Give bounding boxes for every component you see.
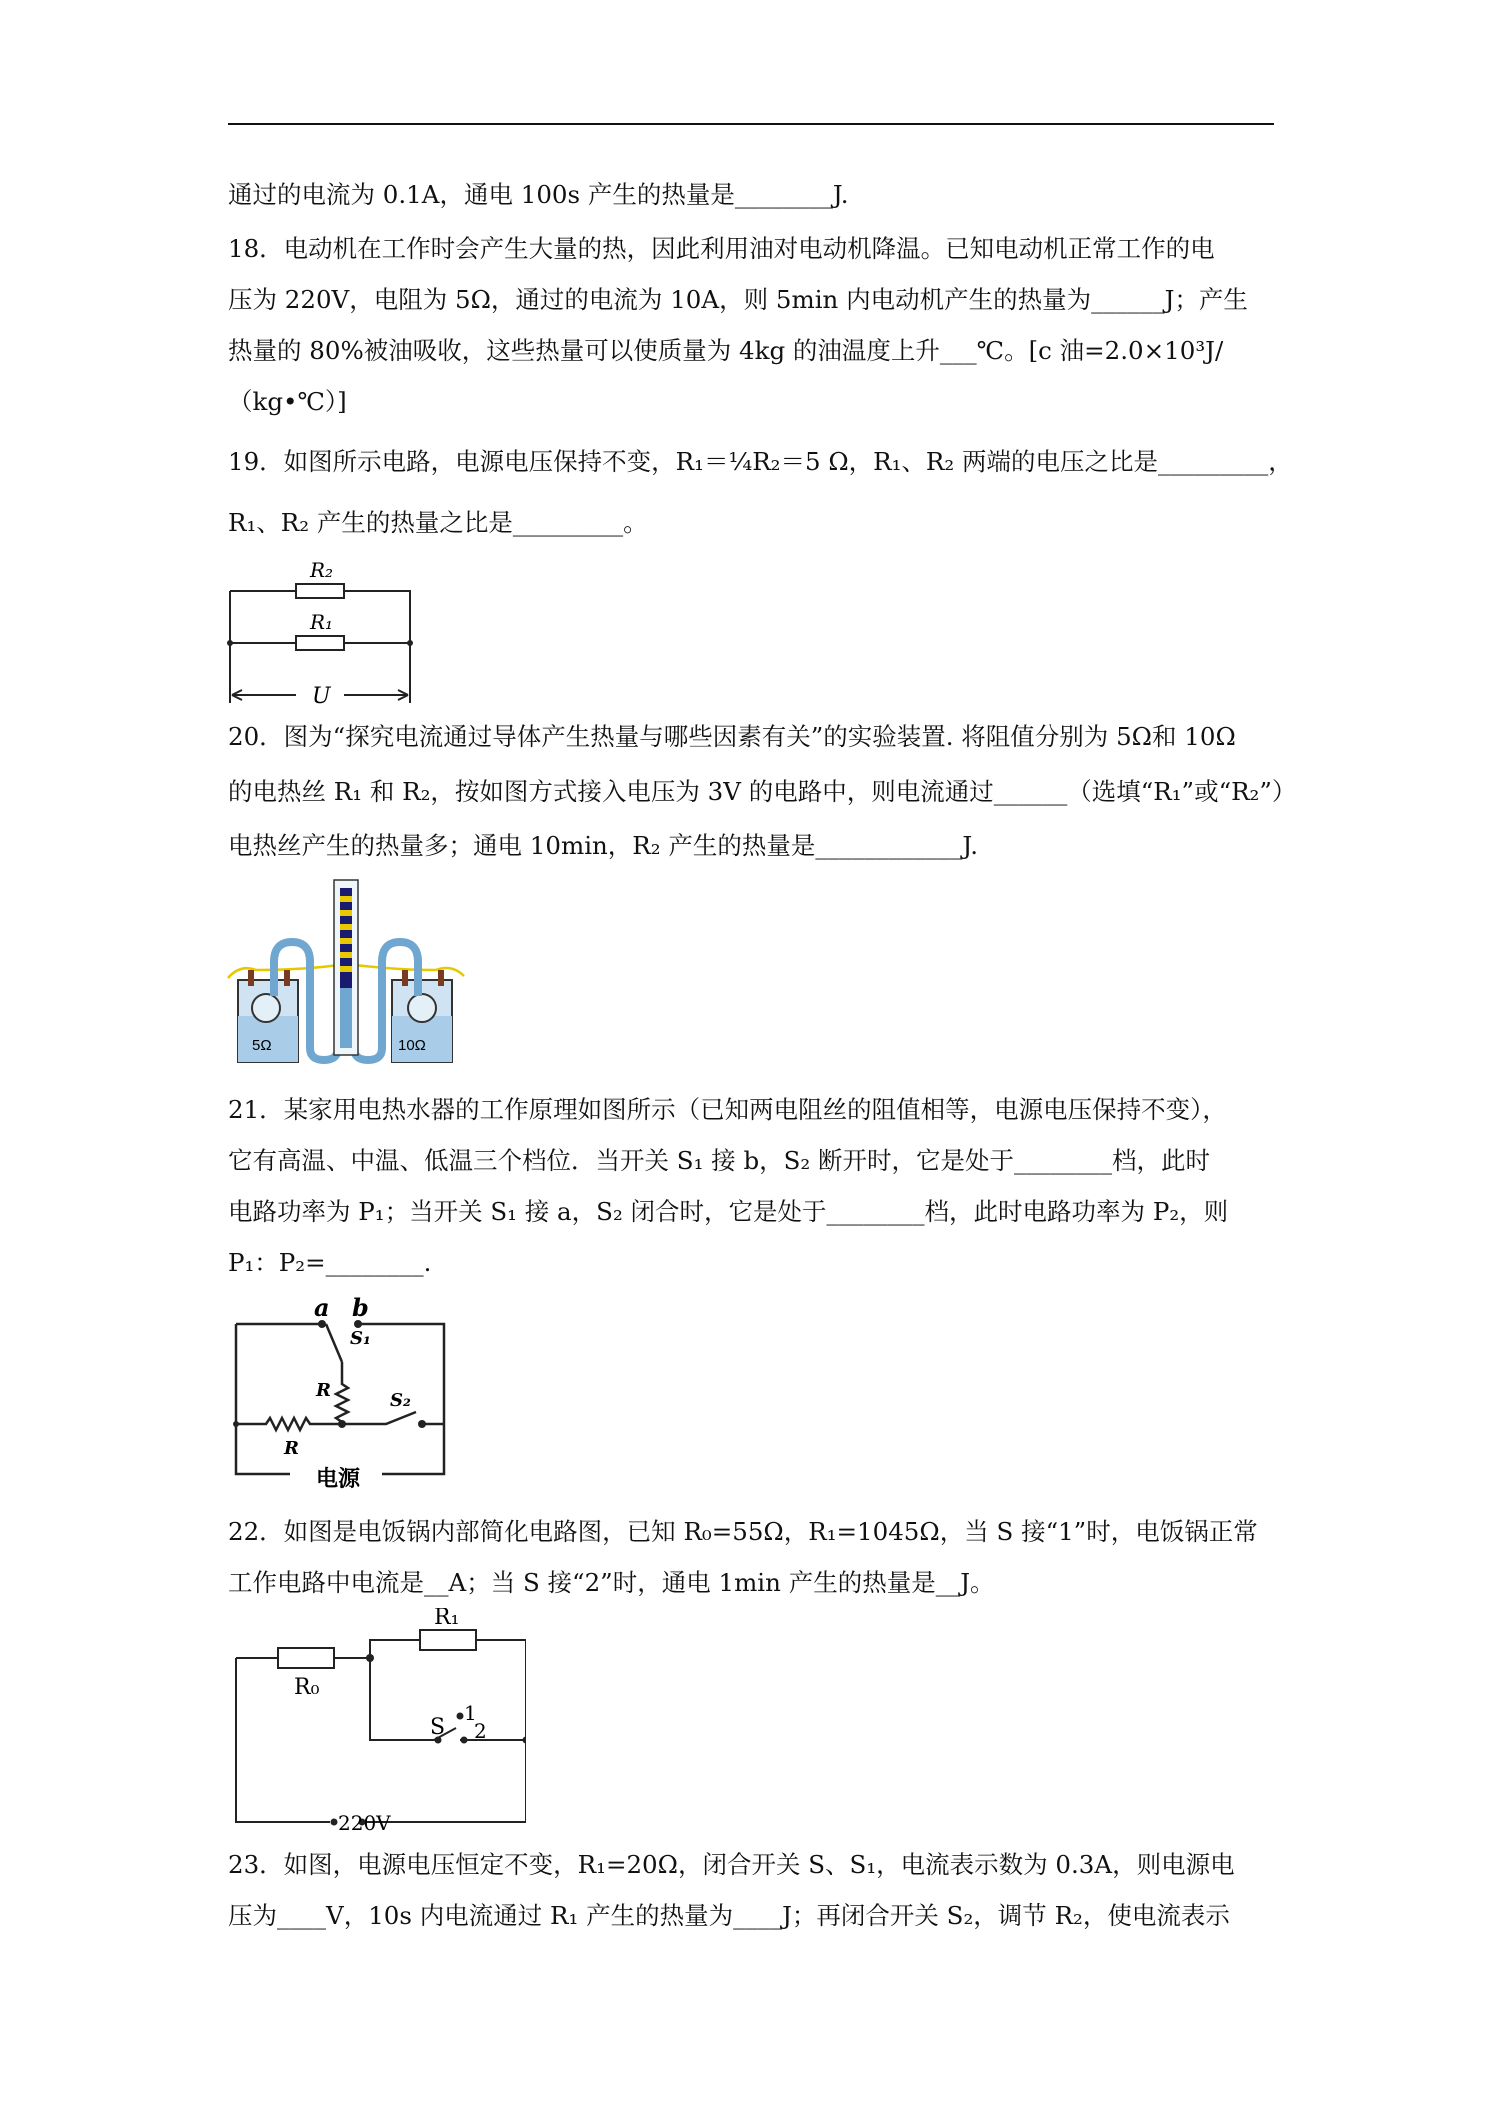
fig21-s2-label: S₂ [390, 1390, 411, 1411]
question-21-line-2: 它有高温、中温、低温三个档位．当开关 S₁ 接 b，S₂ 断开时，它是处于________档，此时 [228, 1146, 1211, 1175]
question-20-line-2: 的电热丝 R₁ 和 R₂，按如图方式接入电压为 3V 的电路中，则电流通过______（选填“R₁”或“R₂”） [228, 777, 1297, 806]
fig19-r1-label: R₁ [310, 610, 334, 634]
fig21-r-top-label: R [316, 1380, 331, 1401]
fig22-r0-label: R₀ [294, 1675, 320, 1700]
question-22-line-1: 22．如图是电饭锅内部简化电路图，已知 R₀=55Ω，R₁=1045Ω，当 S 接“1”时，电饭锅正常 [228, 1517, 1258, 1546]
fig19-u-label: U [312, 684, 331, 709]
fig22-r1-label: R₁ [434, 1608, 460, 1630]
question-19-line-2: R₁、R₂ 产生的热量之比是_________。 [228, 508, 648, 537]
question-20-line-3: 电热丝产生的热量多；通电 10min，R₂ 产生的热量是____________J. [228, 831, 979, 860]
fig20-right-label: 10Ω [398, 1037, 426, 1054]
fig21-a-label: a [314, 1294, 330, 1322]
question-18-line-4: （kg•℃）] [228, 387, 347, 416]
figure-20-apparatus [226, 878, 466, 1068]
question-19-line-1: 19．如图所示电路，电源电压保持不变，R₁＝¼R₂＝5 Ω，R₁、R₂ 两端的电压之比是_________， [228, 447, 1293, 476]
question-22-line-2: 工作电路中电流是__A；当 S 接“2”时，通电 1min 产生的热量是__J。 [228, 1568, 995, 1597]
header-rule [228, 123, 1274, 125]
fig22-s-label: S [430, 1715, 446, 1740]
fig21-source-label: 电源 [316, 1467, 361, 1492]
fig21-r-bottom-label: R [284, 1438, 299, 1459]
fig22-pos2-label: 2 [474, 1719, 487, 1743]
fig21-s1-label: S₁ [350, 1328, 371, 1349]
fig22-voltage-label: 220V [338, 1811, 391, 1833]
figure-21-circuit [226, 1294, 456, 1494]
figure-19-circuit [226, 553, 416, 713]
question-18-line-3: 热量的 80%被油吸收，这些热量可以使质量为 4kg 的油温度上升___℃。[c 油=2.0×10³J/ [228, 336, 1224, 365]
question-18-line-2: 压为 220V，电阻为 5Ω，通过的电流为 10A，则 5min 内电动机产生的热量为______J；产生 [228, 285, 1248, 314]
fig19-r2-label: R₂ [310, 558, 334, 582]
question-23-line-1: 23．如图，电源电压恒定不变，R₁=20Ω，闭合开关 S、S₁，电流表示数为 0.3A，则电源电 [228, 1850, 1235, 1879]
question-21-line-3: 电路功率为 P₁；当开关 S₁ 接 a，S₂ 闭合时，它是处于________档，此时电路功率为 P₂，则 [228, 1197, 1229, 1226]
question-18-line-1: 18．电动机在工作时会产生大量的热，因此利用油对电动机降温。已知电动机正常工作的电 [228, 234, 1215, 263]
text-line: 通过的电流为 0.1A，通电 100s 产生的热量是________J. [228, 180, 849, 209]
figure-22-circuit [226, 1608, 526, 1833]
question-21-line-1: 21．某家用电热水器的工作原理如图所示（已知两电阻丝的阻值相等，电源电压保持不变）， [228, 1095, 1227, 1124]
question-21-line-4: P₁：P₂=________. [228, 1248, 432, 1277]
fig20-left-label: 5Ω [252, 1037, 272, 1054]
question-23-line-2: 压为____V，10s 内电流通过 R₁ 产生的热量为____J；再闭合开关 S₂，调节 R₂，使电流表示 [228, 1901, 1230, 1930]
fig21-b-label: b [352, 1294, 369, 1322]
question-20-line-1: 20．图为“探究电流通过导体产生热量与哪些因素有关”的实验装置. 将阻值分别为 5Ω和 10Ω [228, 722, 1236, 751]
fig22-pos1-label: 1 [464, 1701, 477, 1725]
